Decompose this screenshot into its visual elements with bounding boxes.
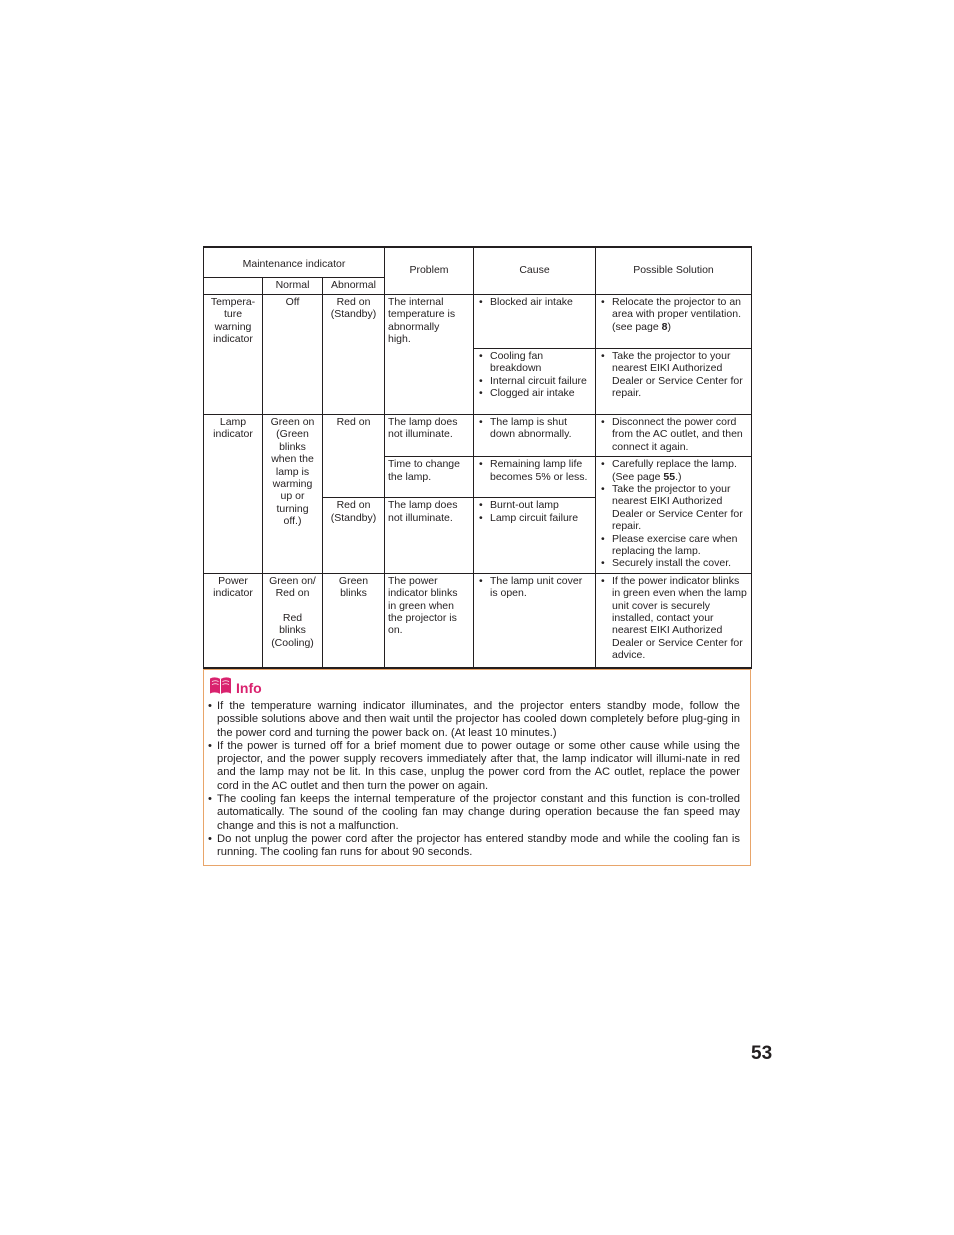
header-possible-solution: Possible Solution [596, 247, 752, 294]
cell-lamp-problem-3: The lamp does not illuminate. [385, 498, 474, 573]
cause-list [477, 416, 592, 441]
list-item: • Securely install the cover. [599, 557, 748, 569]
list-item: • Clogged air intake [477, 387, 592, 399]
troubleshooting-table-container [203, 246, 751, 669]
cell-lamp-cause-3 [474, 498, 596, 573]
list-item: • Disconnect the power cord from the AC outlet, and then connect it again. [599, 416, 748, 453]
page-number: 53 [751, 1043, 773, 1064]
info-list [208, 700, 740, 860]
cell-temp-cause-2 [474, 348, 596, 414]
info-header [209, 678, 262, 698]
list-item: • The lamp is shut down abnormally. [477, 416, 592, 441]
header-maintenance-indicator: Maintenance indicator [204, 247, 385, 277]
list-item: • Take the projector to your nearest EIKI Authorized Dealer or Service Center for repair. [599, 483, 748, 533]
solution-list [599, 416, 748, 453]
cell-lamp-solution-2 [596, 457, 752, 574]
solution-list [599, 575, 748, 662]
cell-temp-abnormal: Red on (Standby) [323, 294, 385, 414]
info-item: • If the power is turned off for a brief moment due to power outage or some other cause while using the projector, and the power supply recovers immediately after that, the lamp indicator will illumi-nate in red and the lamp may not be lit. In this case, unplug the power cord from the AC outlet, replace the power cord in the AC outlet and then turn the power on again. [208, 740, 740, 793]
list-item [599, 296, 748, 333]
troubleshooting-table [203, 246, 752, 669]
list-item: • If the power indicator blinks in green even when the lamp unit cover is securely installed, contact your nearest EIKI Authorized Dealer or Service Center for advice. [599, 575, 748, 662]
cell-lamp-cause-2 [474, 457, 596, 498]
cell-lamp-abnormal-2: Red on (Standby) [323, 498, 385, 573]
cell-temp-normal: Off [263, 294, 323, 414]
cause-list [477, 350, 592, 400]
header-abnormal: Abnormal [323, 277, 385, 294]
info-item: • The cooling fan keeps the internal temperature of the projector constant and this function is con-trolled automatically. The sound of the cooling fan may change during operation because the fan speed may change and this is not a malfunction. [208, 793, 740, 833]
solution-list [599, 296, 748, 333]
cell-lamp-problem-1: The lamp does not illuminate. [385, 414, 474, 456]
info-box [203, 669, 751, 866]
cell-power-abnormal: Green blinks [323, 573, 385, 668]
list-item: • Internal circuit failure [477, 375, 592, 387]
page-reference: 55 [663, 470, 676, 483]
list-item: • Take the projector to your nearest EIKI Authorized Dealer or Service Center for repair. [599, 350, 748, 400]
cell-power-problem: The power indicator blinks in green when the projector is on. [385, 573, 474, 668]
list-item: • The lamp unit cover is open. [477, 575, 592, 600]
solution-text: Carefully replace the lamp. (See page [612, 458, 737, 483]
list-item: • Blocked air intake [477, 296, 592, 308]
cell-temp-indicator: Tempera- ture warning indicator [204, 294, 263, 414]
cell-power-cause [474, 573, 596, 668]
cell-temp-problem: The internal temperature is abnormally high. [385, 294, 474, 414]
header-blank [204, 277, 263, 294]
page-reference: 8 [661, 320, 668, 333]
list-item: • Cooling fan breakdown [477, 350, 592, 375]
list-item: • Remaining lamp life becomes 5% or less. [477, 458, 592, 483]
book-icon [209, 676, 232, 700]
header-cause: Cause [474, 247, 596, 294]
list-item: • Lamp circuit failure [477, 512, 592, 524]
cell-temp-cause-1 [474, 294, 596, 348]
cause-list [477, 499, 592, 524]
cell-lamp-normal: Green on (Green blinks when the lamp is warming up or turning off.) [263, 414, 323, 573]
solution-text-suffix: .) [675, 470, 682, 483]
list-item: • Please exercise care when replacing the lamp. [599, 533, 748, 558]
cause-list [477, 575, 592, 600]
list-item [599, 458, 748, 483]
cell-lamp-solution-1 [596, 414, 752, 456]
info-item: • If the temperature warning indicator illuminates, and the projector enters standby mode, follow the possible solutions above and then wait until the projector has cooled down completely before plug-ging in the power cord and turning the power back on. (At least 10 minutes.) [208, 700, 740, 740]
cell-power-normal: Green on/ Red on Red blinks (Cooling) [263, 573, 323, 668]
cause-list [477, 458, 592, 483]
info-item: • Do not unplug the power cord after the projector has entered standby mode and while the cooling fan is running. The cooling fan runs for about 90 seconds. [208, 833, 740, 860]
solution-text: Relocate the projector to an area with proper ventilation. (see page [612, 295, 741, 333]
cell-power-indicator: Power indicator [204, 573, 263, 668]
cell-lamp-cause-1 [474, 414, 596, 456]
header-problem: Problem [385, 247, 474, 294]
solution-list [599, 458, 748, 483]
cell-lamp-abnormal-1: Red on [323, 414, 385, 497]
solution-list [599, 350, 748, 400]
cell-temp-solution-2 [596, 348, 752, 414]
cell-power-solution [596, 573, 752, 668]
solution-list-continued [599, 483, 748, 570]
cell-temp-solution-1 [596, 294, 752, 348]
cause-list [477, 296, 592, 308]
list-item: • Burnt-out lamp [477, 499, 592, 511]
cell-lamp-indicator: Lamp indicator [204, 414, 263, 573]
solution-text-suffix: ) [667, 320, 671, 333]
cell-lamp-problem-2: Time to change the lamp. [385, 457, 474, 498]
header-normal: Normal [263, 277, 323, 294]
info-title: Info [236, 680, 262, 696]
